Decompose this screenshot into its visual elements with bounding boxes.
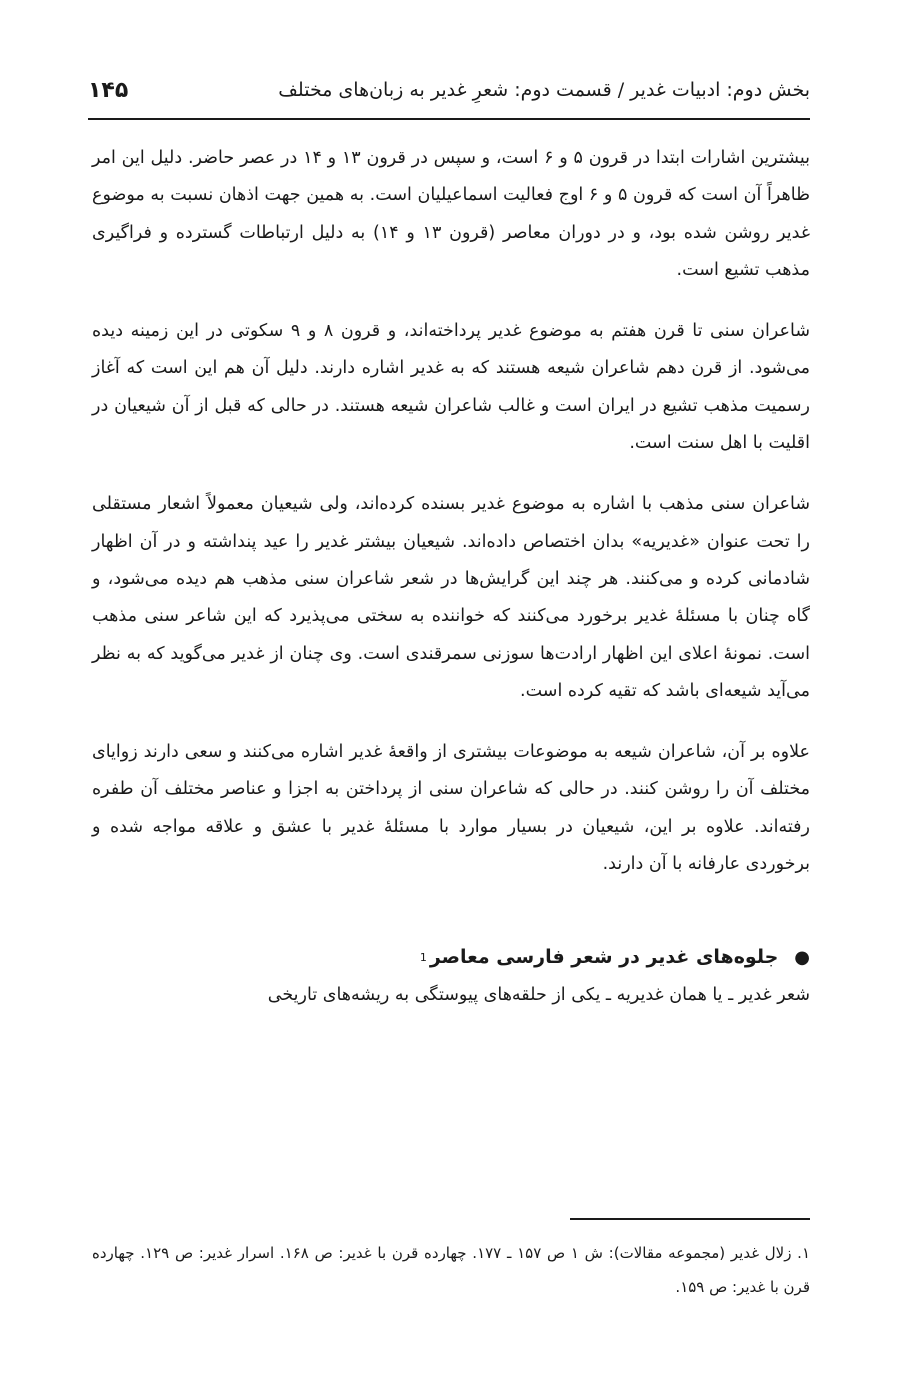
section-heading-text: جلوه‌های غدیر در شعر فارسی معاصر xyxy=(429,946,779,969)
section-heading xyxy=(92,937,810,977)
paragraph-4: علاوه بر آن، شاعران شیعه به موضوعات بیشتری از واقعهٔ غدیر اشاره می‌کنند و سعی دارند زوایای مختلف آن را روشن کنند. در حالی که شاعران سنی از پرداختن به اجزا و عناصر مختلف آن طفره رفته‌اند. علاوه بر این، شیعیان در بسیار موارد با مسئلهٔ غدیر با عشق و علاقه مواجه شده و برخوردی عارفانه با آن دارند. xyxy=(92,742,810,875)
paragraph-2: شاعران سنی تا قرن هفتم به موضوع غدیر پرداخته‌اند، و قرون ۸ و ۹ سکوتی در این زمینه دیده می‌شود. از قرن دهم شاعران شیعه هستند که به غدیر اشاره دارند. دلیل آن هم این است که آغاز رسمیت مذهب تشیع در ایران است و غالب شاعران شیعه هستند. در حالی که قبل از آن شیعیان در اقلیت با اهل سنت است. xyxy=(92,321,810,454)
paragraph-5: شعر غدیر ـ یا همان غدیریه ـ یکی از حلقه‌های پیوستگی به ریشه‌های تاریخی xyxy=(267,985,810,1006)
bullet-icon: ● xyxy=(794,946,810,968)
header-rule xyxy=(88,118,810,120)
paragraph-3: شاعران سنی مذهب با اشاره به موضوع غدیر بسنده کرده‌اند، ولی شیعیان معمولاً اشعار مستقلی را تحت عنوان «غدیریه» بدان اختصاص داده‌اند. شیعیان بیشتر غدیر را عید پنداشته و در آن اظهار شادمانی کرده و می‌کنند. هر چند این گرایش‌ها در شعر شاعران سنی مذهب هم دیده می‌شود، و گاه چنان با مسئلهٔ غدیر برخورد می‌کنند که خواننده به سختی می‌پذیرد که این شاعر سنی مذهب است. نمونهٔ اعلای این اظهار ارادت‌ها سوزنی سمرقندی است. وی چنان از غدیر می‌گوید که به نظر می‌آید شیعه‌ای باشد که تقیه کرده است. xyxy=(92,494,810,701)
footnote-reference[interactable]: 1 xyxy=(419,950,427,964)
paragraph-1: بیشترین اشارات ابتدا در قرون ۵ و ۶ است، و سپس در قرون ۱۳ و ۱۴ در عصر حاضر. دلیل این امر ظاهراً آن است که قرون ۵ و ۶ اوج فعالیت اسماعیلیان است. به همین جهت اذهان نسبت به موضوع غدیر روشن شده بود، و در دوران معاصر (قرون ۱۳ و ۱۴) به دلیل ارتباطات گسترده و فراگیری مذهب تشیع است. xyxy=(92,148,810,280)
running-head: بخش دوم: ادبیات غدیر / قسمت دوم: شعرِ غدیر به زبان‌های مختلف xyxy=(278,79,810,101)
footnote-rule xyxy=(570,1218,810,1220)
body-text xyxy=(92,140,810,1015)
page-number: ۱۴۵ xyxy=(88,77,129,103)
footnote: ۱. زلال غدیر (مجموعه مقالات): ش ۱ ص ۱۵۷ ـ ۱۷۷. چهارده قرن با غدیر: ص ۱۶۸. اسرار غدیر: ص ۱۲۹. چهارده قرن با غدیر: ص ۱۵۹. xyxy=(92,1244,811,1296)
page-header xyxy=(88,68,810,112)
